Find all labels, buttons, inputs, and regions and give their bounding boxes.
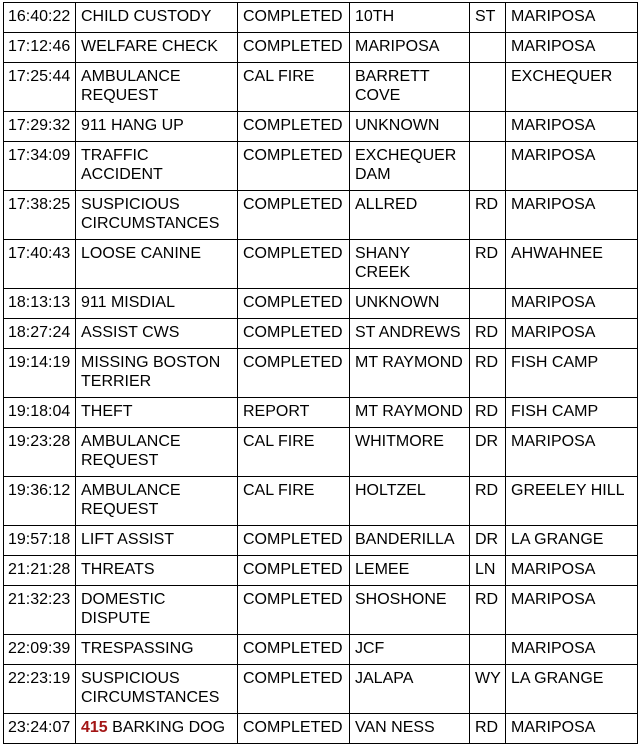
cell-time-text: 22:09:39 xyxy=(8,640,71,657)
cell-street-text: VAN NESS xyxy=(355,719,435,736)
cell-status-text: COMPLETED xyxy=(243,640,343,657)
cell-status-text: CAL FIRE xyxy=(243,68,315,85)
cell-time xyxy=(4,319,76,349)
cell-street-suffix xyxy=(470,349,506,398)
cell-street xyxy=(350,635,470,665)
cell-time xyxy=(4,240,76,289)
table-row xyxy=(4,526,638,556)
cell-city xyxy=(506,635,638,665)
cell-status xyxy=(238,289,350,319)
table-row xyxy=(4,635,638,665)
cell-street-text: HOLTZEL xyxy=(355,482,426,499)
cell-street-suffix-text: DR xyxy=(475,433,499,450)
cell-street-suffix xyxy=(470,33,506,63)
cell-status xyxy=(238,586,350,635)
cell-city-text: MARIPOSA xyxy=(511,561,596,578)
cell-status xyxy=(238,319,350,349)
cell-time-text: 21:21:28 xyxy=(8,561,71,578)
cell-time-text: 19:23:28 xyxy=(8,433,71,450)
cell-call-type-text: AMBULANCE REQUEST xyxy=(81,482,181,518)
cell-status-text: COMPLETED xyxy=(243,531,343,548)
table-row xyxy=(4,3,638,33)
cell-street xyxy=(350,33,470,63)
cell-street xyxy=(350,477,470,526)
table-row xyxy=(4,112,638,142)
cell-street-suffix-text: RD xyxy=(475,719,499,736)
cell-street xyxy=(350,3,470,33)
cell-status-text: COMPLETED xyxy=(243,245,343,262)
cell-time-text: 17:12:46 xyxy=(8,38,71,55)
cell-call-type-text: THEFT xyxy=(81,403,133,420)
cell-status-text: COMPLETED xyxy=(243,719,343,736)
cell-city xyxy=(506,586,638,635)
cell-call-type-text: LIFT ASSIST xyxy=(81,531,175,548)
cell-street xyxy=(350,112,470,142)
cell-city xyxy=(506,112,638,142)
cell-time xyxy=(4,142,76,191)
cell-street-suffix xyxy=(470,477,506,526)
table-row xyxy=(4,714,638,744)
table-row xyxy=(4,665,638,714)
cell-call-type xyxy=(76,63,238,112)
cell-street-text: ALLRED xyxy=(355,196,418,213)
cell-status-text: COMPLETED xyxy=(243,354,343,371)
table-row xyxy=(4,556,638,586)
cell-time-text: 19:18:04 xyxy=(8,403,71,420)
cell-time-text: 19:57:18 xyxy=(8,531,71,548)
cell-street xyxy=(350,586,470,635)
cell-status-text: COMPLETED xyxy=(243,147,343,164)
cell-street-text: SHANY CREEK xyxy=(355,245,411,281)
cell-city xyxy=(506,63,638,112)
cell-city xyxy=(506,319,638,349)
cell-time-text: 17:40:43 xyxy=(8,245,71,262)
cell-call-type xyxy=(76,586,238,635)
cell-status xyxy=(238,428,350,477)
cell-call-type-text: TRAFFIC ACCIDENT xyxy=(81,147,163,183)
cell-city-text: FISH CAMP xyxy=(511,354,599,371)
cell-time-text: 17:38:25 xyxy=(8,196,71,213)
cell-time xyxy=(4,556,76,586)
cell-city-text: MARIPOSA xyxy=(511,591,596,608)
cell-time xyxy=(4,3,76,33)
cell-street xyxy=(350,240,470,289)
cell-call-type-text: AMBULANCE REQUEST xyxy=(81,68,181,104)
cell-city-text: MARIPOSA xyxy=(511,324,596,341)
cell-street-suffix-text: WY xyxy=(475,670,501,687)
cell-city-text: MARIPOSA xyxy=(511,433,596,450)
cell-call-type-text: THREATS xyxy=(81,561,155,578)
cell-city-text: LA GRANGE xyxy=(511,531,604,548)
cell-street-suffix-text: RD xyxy=(475,591,499,608)
cell-city xyxy=(506,398,638,428)
cell-status xyxy=(238,33,350,63)
cell-street-suffix-text: RD xyxy=(475,354,499,371)
cell-status xyxy=(238,714,350,744)
cell-street-suffix xyxy=(470,240,506,289)
cell-street-suffix-text: RD xyxy=(475,403,499,420)
cell-street-suffix xyxy=(470,142,506,191)
cell-city-text: FISH CAMP xyxy=(511,403,599,420)
cell-time xyxy=(4,63,76,112)
table-row xyxy=(4,240,638,289)
cell-street xyxy=(350,63,470,112)
cell-call-type xyxy=(76,398,238,428)
cell-street-text: JCF xyxy=(355,640,385,657)
cell-street-text: BARRETT COVE xyxy=(355,68,430,104)
cell-call-type-text: 911 MISDIAL xyxy=(81,294,175,311)
table-row xyxy=(4,586,638,635)
cell-status xyxy=(238,635,350,665)
cell-street-suffix xyxy=(470,398,506,428)
cell-street-suffix xyxy=(470,586,506,635)
table-row xyxy=(4,289,638,319)
cell-street-suffix-text: LN xyxy=(475,561,496,578)
cell-street xyxy=(350,142,470,191)
table-row xyxy=(4,63,638,112)
cell-call-type xyxy=(76,142,238,191)
cell-status xyxy=(238,349,350,398)
cell-status-text: REPORT xyxy=(243,403,310,420)
cell-street-suffix-text: RD xyxy=(475,482,499,499)
cell-status xyxy=(238,556,350,586)
cell-street-text: UNKNOWN xyxy=(355,117,440,134)
cell-time-text: 16:40:22 xyxy=(8,8,71,25)
cell-call-type-text: SUSPICIOUS CIRCUMSTANCES xyxy=(81,670,220,706)
cell-city-text: MARIPOSA xyxy=(511,294,596,311)
cell-time xyxy=(4,635,76,665)
cell-city-text: GREELEY HILL xyxy=(511,482,625,499)
cell-call-type xyxy=(76,665,238,714)
cell-time-text: 22:23:19 xyxy=(8,670,71,687)
cell-time-text: 19:14:19 xyxy=(8,354,71,371)
cell-time xyxy=(4,349,76,398)
cell-street-text: 10TH xyxy=(355,8,395,25)
cell-call-type xyxy=(76,289,238,319)
cell-time-text: 18:27:24 xyxy=(8,324,71,341)
cell-status-text: COMPLETED xyxy=(243,670,343,687)
cell-status-text: CAL FIRE xyxy=(243,482,315,499)
cell-city-text: MARIPOSA xyxy=(511,719,596,736)
cell-time xyxy=(4,191,76,240)
cell-city xyxy=(506,477,638,526)
table-row xyxy=(4,142,638,191)
cell-time xyxy=(4,112,76,142)
table-row xyxy=(4,477,638,526)
cell-time-text: 21:32:23 xyxy=(8,591,71,608)
table-row xyxy=(4,398,638,428)
cell-call-type-text: 911 HANG UP xyxy=(81,117,184,134)
cell-street xyxy=(350,714,470,744)
cell-street-suffix xyxy=(470,714,506,744)
cell-status-text: COMPLETED xyxy=(243,38,343,55)
cell-street xyxy=(350,319,470,349)
cell-time xyxy=(4,714,76,744)
cell-time xyxy=(4,289,76,319)
cell-city-text: MARIPOSA xyxy=(511,117,596,134)
cell-street xyxy=(350,349,470,398)
cell-status-text: COMPLETED xyxy=(243,117,343,134)
cell-street-suffix-text: RD xyxy=(475,324,499,341)
cell-status-text: COMPLETED xyxy=(243,561,343,578)
cell-status xyxy=(238,240,350,289)
cell-street-suffix xyxy=(470,556,506,586)
cell-street xyxy=(350,289,470,319)
cell-status xyxy=(238,112,350,142)
cell-call-type-text: BARKING DOG xyxy=(112,719,226,736)
cell-call-type xyxy=(76,556,238,586)
cell-city xyxy=(506,349,638,398)
cell-street-suffix xyxy=(470,112,506,142)
cell-street xyxy=(350,191,470,240)
cell-time xyxy=(4,428,76,477)
cell-street-suffix xyxy=(470,3,506,33)
cell-city xyxy=(506,240,638,289)
cell-status xyxy=(238,63,350,112)
cell-street-text: LEMEE xyxy=(355,561,410,578)
cell-status xyxy=(238,398,350,428)
cell-call-type xyxy=(76,428,238,477)
cell-status-text: COMPLETED xyxy=(243,8,343,25)
cell-call-type xyxy=(76,240,238,289)
cell-time-text: 19:36:12 xyxy=(8,482,71,499)
cell-city-text: AHWAHNEE xyxy=(511,245,603,262)
cell-status xyxy=(238,477,350,526)
table-row xyxy=(4,428,638,477)
cell-city-text: MARIPOSA xyxy=(511,640,596,657)
cell-city xyxy=(506,526,638,556)
cell-time xyxy=(4,477,76,526)
cell-street-text: MARIPOSA xyxy=(355,38,440,55)
table-row xyxy=(4,319,638,349)
table-row xyxy=(4,33,638,63)
cell-call-type-text: ASSIST CWS xyxy=(81,324,180,341)
cell-street-text: EXCHEQUER DAM xyxy=(355,147,457,183)
cell-status xyxy=(238,3,350,33)
cell-time-text: 17:25:44 xyxy=(8,68,71,85)
cell-call-type xyxy=(76,33,238,63)
cell-street-suffix-text: RD xyxy=(475,245,499,262)
cell-street-suffix xyxy=(470,289,506,319)
incident-log-body xyxy=(4,3,638,744)
cell-city xyxy=(506,289,638,319)
cell-time-text: 18:13:13 xyxy=(8,294,71,311)
cell-call-type-text: TRESPASSING xyxy=(81,640,194,657)
cell-street xyxy=(350,556,470,586)
cell-city-text: MARIPOSA xyxy=(511,147,596,164)
cell-status xyxy=(238,191,350,240)
cell-street-suffix xyxy=(470,319,506,349)
cell-status-text: COMPLETED xyxy=(243,196,343,213)
cell-city-text: EXCHEQUER xyxy=(511,68,613,85)
cell-city xyxy=(506,3,638,33)
cell-status xyxy=(238,142,350,191)
cell-call-type xyxy=(76,3,238,33)
cell-call-type-text: WELFARE CHECK xyxy=(81,38,218,55)
cell-call-type xyxy=(76,635,238,665)
cell-city xyxy=(506,428,638,477)
cell-street-suffix-text: ST xyxy=(475,8,496,25)
cell-street-suffix xyxy=(470,526,506,556)
cell-status xyxy=(238,665,350,714)
cell-time-text: 23:24:07 xyxy=(8,719,71,736)
cell-city-text: MARIPOSA xyxy=(511,38,596,55)
cell-street-text: SHOSHONE xyxy=(355,591,447,608)
cell-call-type xyxy=(76,191,238,240)
cell-street-text: MT RAYMOND xyxy=(355,403,463,420)
cell-street-text: UNKNOWN xyxy=(355,294,440,311)
cell-street-suffix xyxy=(470,63,506,112)
cell-city-text: MARIPOSA xyxy=(511,8,596,25)
cell-street xyxy=(350,526,470,556)
table-row xyxy=(4,349,638,398)
cell-time xyxy=(4,586,76,635)
call-code-prefix: 415 xyxy=(81,719,108,736)
cell-city xyxy=(506,142,638,191)
cell-street-text: BANDERILLA xyxy=(355,531,455,548)
cell-call-type-text: CHILD CUSTODY xyxy=(81,8,212,25)
cell-call-type-text: DOMESTIC DISPUTE xyxy=(81,591,166,627)
cell-call-type xyxy=(76,319,238,349)
cell-street-suffix-text: DR xyxy=(475,531,499,548)
cell-city-text: MARIPOSA xyxy=(511,196,596,213)
cell-street-text: WHITMORE xyxy=(355,433,444,450)
cell-call-type-text: AMBULANCE REQUEST xyxy=(81,433,181,469)
cell-city xyxy=(506,556,638,586)
cell-status-text: COMPLETED xyxy=(243,294,343,311)
cell-status-text: COMPLETED xyxy=(243,324,343,341)
cell-status-text: CAL FIRE xyxy=(243,433,315,450)
table-row xyxy=(4,191,638,240)
cell-street xyxy=(350,665,470,714)
cell-time xyxy=(4,665,76,714)
cell-call-type xyxy=(76,526,238,556)
cell-call-type xyxy=(76,112,238,142)
cell-street-text: JALAPA xyxy=(355,670,414,687)
cell-street-text: MT RAYMOND xyxy=(355,354,463,371)
cell-time-text: 17:29:32 xyxy=(8,117,71,134)
cell-street-suffix-text: RD xyxy=(475,196,499,213)
cell-city-text: LA GRANGE xyxy=(511,670,604,687)
incident-log-table xyxy=(3,2,638,744)
cell-status xyxy=(238,526,350,556)
cell-street-text: ST ANDREWS xyxy=(355,324,461,341)
cell-street-suffix xyxy=(470,428,506,477)
cell-street xyxy=(350,428,470,477)
cell-time xyxy=(4,33,76,63)
cell-city xyxy=(506,191,638,240)
cell-street-suffix xyxy=(470,635,506,665)
cell-call-type xyxy=(76,349,238,398)
cell-status-text: COMPLETED xyxy=(243,591,343,608)
cell-time xyxy=(4,398,76,428)
cell-street xyxy=(350,398,470,428)
cell-city xyxy=(506,33,638,63)
cell-street-suffix xyxy=(470,665,506,714)
cell-call-type-text: MISSING BOSTON TERRIER xyxy=(81,354,221,390)
cell-call-type xyxy=(76,714,238,744)
cell-time xyxy=(4,526,76,556)
cell-call-type-text: SUSPICIOUS CIRCUMSTANCES xyxy=(81,196,220,232)
cell-time-text: 17:34:09 xyxy=(8,147,71,164)
cell-call-type xyxy=(76,477,238,526)
cell-city xyxy=(506,714,638,744)
cell-call-type-text: LOOSE CANINE xyxy=(81,245,202,262)
cell-city xyxy=(506,665,638,714)
cell-street-suffix xyxy=(470,191,506,240)
